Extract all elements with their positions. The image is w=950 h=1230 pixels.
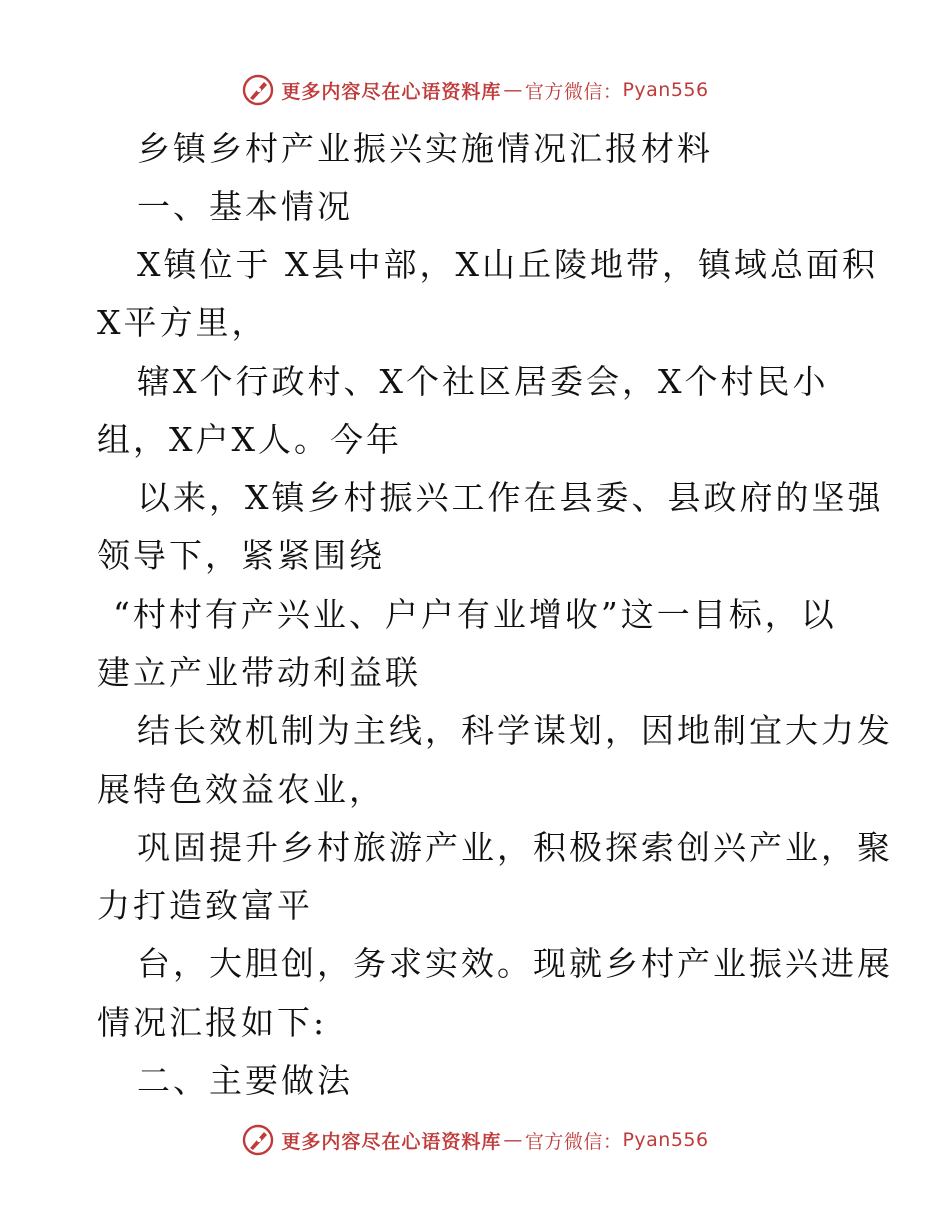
section-heading: 二、主要做法 [137, 1061, 353, 1100]
pen-nib-circle-icon [241, 1123, 275, 1157]
banner-dash: — [503, 79, 523, 101]
paragraph-line: 力打造致富平 [97, 886, 313, 925]
banner-dash: — [503, 1129, 523, 1151]
paragraph-line: 情况汇报如下: [97, 1003, 328, 1042]
paragraph-line: X平方里， [97, 303, 268, 342]
paragraph-line: 结长效机制为主线，科学谋划，因地制宜大力发 [137, 711, 893, 750]
banner-wechat-label: 官方微信： [524, 80, 623, 103]
footer-banner [0, 1120, 950, 1160]
paragraph-line: 辖X个行政村、X个社区居委会，X个村民小 [137, 362, 829, 401]
paragraph-line: “村村有产兴业、户户有业增收”这一目标，以 [113, 595, 837, 634]
paragraph-line: 展特色效益农业， [97, 770, 385, 809]
paragraph-line: 台，大胆创，务求实效。现就乡村产业振兴进展 [137, 944, 893, 983]
pen-nib-circle-icon [241, 73, 275, 107]
paragraph-line: 建立产业带动利益联 [97, 653, 421, 692]
paragraph-line: X镇位于 X县中部，X山丘陵地带，镇域总面积 [137, 245, 878, 284]
paragraph-line: 巩固提升乡村旅游产业，积极探索创兴产业，聚 [137, 828, 893, 867]
paragraph-line: 以来，X镇乡村振兴工作在县委、县政府的坚强 [137, 478, 884, 517]
paragraph-line: 领导下，紧紧围绕 [97, 536, 385, 575]
header-banner [0, 70, 950, 110]
banner-wechat-label: 官方微信： [524, 1130, 623, 1153]
banner-site-text: 更多内容尽在心语资料库 [281, 80, 502, 103]
banner-wechat-id: Pyan556 [622, 79, 709, 101]
section-heading: 一、基本情况 [137, 187, 353, 226]
banner-site-text: 更多内容尽在心语资料库 [281, 1130, 502, 1153]
document-title: 乡镇乡村产业振兴实施情况汇报材料 [137, 129, 713, 168]
banner-wechat-id: Pyan556 [622, 1129, 709, 1151]
paragraph-line: 组，X户X人。今年 [97, 420, 402, 459]
